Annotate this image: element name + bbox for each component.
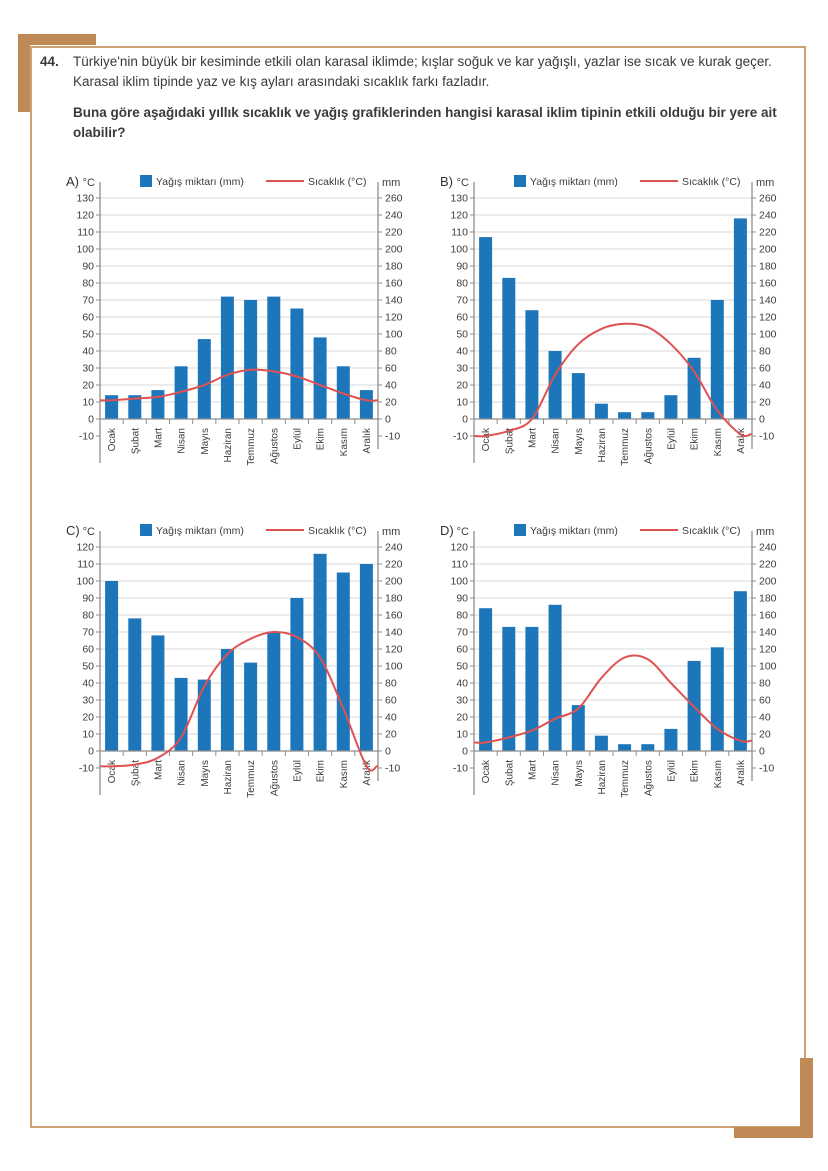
right-tick-label: 160	[759, 609, 777, 622]
left-tick-label: 120	[76, 541, 94, 554]
left-tick-label: 0	[88, 745, 94, 758]
precip-bar-aralık	[734, 591, 747, 751]
month-label: Ekim	[689, 760, 701, 783]
month-label: Aralık	[735, 760, 747, 786]
precip-bar-ekim	[688, 358, 701, 419]
left-tick-label: 40	[82, 345, 94, 358]
left-tick-label: 70	[82, 626, 94, 639]
frame-corner-top-left-vertical	[18, 34, 30, 112]
legend-precip-swatch	[140, 175, 152, 187]
right-tick-label: 220	[385, 558, 403, 571]
month-label: Ağustos	[269, 428, 281, 465]
option-label: A)	[66, 174, 79, 189]
right-tick-label: 60	[385, 694, 397, 707]
left-tick-label: 120	[450, 541, 468, 554]
month-label: Haziran	[222, 760, 234, 795]
right-tick-label: 140	[759, 294, 777, 307]
precip-bar-eylül	[290, 598, 303, 751]
month-label: Ocak	[107, 428, 119, 452]
right-tick-label: 240	[759, 541, 777, 554]
left-tick-label: 80	[82, 277, 94, 290]
precip-bar-ocak	[105, 395, 118, 419]
left-tick-label: -10	[452, 430, 468, 443]
right-tick-label: 220	[759, 226, 777, 239]
month-label: Nisan	[550, 760, 562, 786]
precip-bar-kasım	[337, 573, 350, 752]
left-tick-label: 20	[456, 379, 468, 392]
right-tick-label: 0	[385, 745, 391, 758]
month-label: Mayıs	[199, 760, 211, 787]
left-tick-label: -10	[78, 430, 94, 443]
precip-bar-ağustos	[641, 744, 654, 751]
left-tick-label: 100	[76, 243, 94, 256]
left-tick-label: 0	[88, 413, 94, 426]
legend-precip-label: Yağış miktarı (mm)	[530, 525, 618, 537]
right-tick-label: 120	[385, 311, 403, 324]
precip-bar-kasım	[711, 647, 724, 751]
left-tick-label: 110	[451, 558, 468, 571]
month-label: Şubat	[504, 428, 516, 455]
right-tick-label: 120	[759, 311, 777, 324]
right-tick-label: 180	[385, 260, 403, 273]
right-tick-label: 240	[759, 209, 777, 222]
right-tick-label: 160	[385, 277, 403, 290]
month-label: Kasım	[338, 428, 350, 457]
right-tick-label: 20	[759, 396, 771, 409]
precip-bar-eylül	[290, 309, 303, 420]
left-tick-label: 90	[456, 260, 468, 273]
precip-bar-haziran	[595, 736, 608, 751]
left-tick-label: 130	[450, 192, 468, 205]
month-label: Temmuz	[246, 760, 258, 798]
month-label: Ağustos	[643, 760, 655, 797]
precip-bar-ocak	[479, 608, 492, 751]
right-tick-label: 60	[759, 694, 771, 707]
option-label: B)	[440, 174, 453, 189]
left-tick-label: 110	[451, 226, 468, 239]
right-tick-label: 20	[759, 728, 771, 741]
left-tick-label: 110	[77, 226, 94, 239]
left-tick-label: 90	[82, 260, 94, 273]
month-label: Nisan	[176, 760, 188, 786]
right-tick-label: 40	[385, 711, 397, 724]
precip-bar-haziran	[221, 297, 234, 419]
precip-bar-temmuz	[618, 744, 631, 751]
right-tick-label: -10	[759, 762, 775, 775]
left-tick-label: 80	[456, 609, 468, 622]
question-text: Türkiye'nin büyük bir kesiminde etkili olan karasal iklimde; kışlar soğuk ve kar yağışlı, yazlar ise sıcak ve kurak geçer. Karasal iklim tipinde yaz ve kış ayları arasındaki sıcaklık farkı fazladır.	[73, 54, 772, 90]
left-tick-label: 40	[456, 345, 468, 358]
right-tick-label: 0	[759, 413, 765, 426]
month-label: Haziran	[596, 428, 608, 463]
left-tick-label: 90	[456, 592, 468, 605]
left-tick-label: 80	[456, 277, 468, 290]
left-axis-unit: °C	[456, 177, 469, 189]
right-tick-label: 0	[385, 413, 391, 426]
right-tick-label: 120	[385, 643, 403, 656]
right-tick-label: 60	[759, 362, 771, 375]
precip-bar-temmuz	[244, 663, 257, 751]
legend-precip-label: Yağış miktarı (mm)	[530, 176, 618, 188]
right-tick-label: 200	[759, 243, 777, 256]
month-label: Aralık	[361, 760, 373, 786]
month-label: Mart	[153, 428, 165, 448]
left-tick-label: 30	[456, 694, 468, 707]
climate-chart-d	[428, 519, 802, 827]
precip-bar-nisan	[175, 678, 188, 751]
right-tick-label: 200	[385, 243, 403, 256]
precip-bar-ağustos	[267, 297, 280, 419]
precip-bar-ağustos	[641, 412, 654, 419]
precip-bar-ağustos	[267, 632, 280, 751]
month-label: Mart	[527, 760, 539, 780]
left-tick-label: 20	[82, 379, 94, 392]
month-label: Ağustos	[269, 760, 281, 797]
right-tick-label: 220	[759, 558, 777, 571]
precip-bar-eylül	[664, 729, 677, 751]
month-label: Ocak	[481, 428, 493, 452]
precip-bar-haziran	[595, 404, 608, 419]
right-tick-label: 80	[759, 677, 771, 690]
right-tick-label: 240	[385, 209, 403, 222]
charts-grid	[54, 170, 802, 827]
left-tick-label: 70	[82, 294, 94, 307]
month-label: Mart	[153, 760, 165, 780]
right-axis-unit: mm	[382, 526, 401, 538]
right-tick-label: 40	[759, 379, 771, 392]
right-tick-label: 100	[759, 660, 777, 673]
right-tick-label: -10	[385, 762, 401, 775]
legend-temp-label: Sıcaklık (°C)	[308, 176, 367, 188]
right-tick-label: 20	[385, 396, 397, 409]
right-tick-label: 160	[759, 277, 777, 290]
month-label: Mart	[527, 428, 539, 448]
precip-bar-mayıs	[572, 373, 585, 419]
right-tick-label: 200	[759, 575, 777, 588]
month-label: Temmuz	[620, 760, 632, 798]
legend-precip-swatch	[140, 524, 152, 536]
month-label: Kasım	[712, 428, 724, 457]
legend-precip-label: Yağış miktarı (mm)	[156, 176, 244, 188]
precip-bar-şubat	[128, 618, 141, 751]
precip-bar-ocak	[105, 581, 118, 751]
precip-bar-kasım	[711, 300, 724, 419]
right-tick-label: 140	[385, 294, 403, 307]
month-label: Nisan	[176, 428, 188, 454]
left-tick-label: 100	[76, 575, 94, 588]
option-label: D)	[440, 523, 454, 538]
month-label: Ağustos	[643, 428, 655, 465]
precip-bar-aralık	[734, 218, 747, 419]
month-label: Aralık	[361, 428, 373, 454]
right-axis-unit: mm	[756, 177, 775, 189]
precip-bar-mart	[151, 635, 164, 751]
right-tick-label: 260	[385, 192, 403, 205]
precip-bar-eylül	[664, 395, 677, 419]
left-axis-unit: °C	[82, 177, 95, 189]
month-label: Şubat	[130, 760, 142, 787]
precip-bar-şubat	[502, 278, 515, 419]
left-tick-label: 110	[77, 558, 94, 571]
climograph-svg-d	[428, 519, 796, 822]
legend-temp-label: Sıcaklık (°C)	[682, 525, 741, 537]
right-tick-label: 240	[385, 541, 403, 554]
precip-bar-mart	[525, 310, 538, 419]
right-tick-label: 100	[759, 328, 777, 341]
month-label: Aralık	[735, 428, 747, 454]
right-tick-label: 220	[385, 226, 403, 239]
right-axis-unit: mm	[756, 526, 775, 538]
left-tick-label: -10	[452, 762, 468, 775]
left-tick-label: 100	[450, 243, 468, 256]
climograph-svg-b	[428, 170, 796, 490]
left-tick-label: 100	[450, 575, 468, 588]
left-tick-label: 60	[456, 311, 468, 324]
right-tick-label: 20	[385, 728, 397, 741]
right-tick-label: 140	[385, 626, 403, 639]
left-tick-label: 130	[76, 192, 94, 205]
precip-bar-aralık	[360, 564, 373, 751]
left-tick-label: 120	[450, 209, 468, 222]
left-tick-label: 90	[82, 592, 94, 605]
left-tick-label: 120	[76, 209, 94, 222]
right-tick-label: 100	[385, 660, 403, 673]
month-label: Temmuz	[246, 428, 258, 466]
right-tick-label: 80	[759, 345, 771, 358]
left-tick-label: 10	[456, 396, 468, 409]
question-number: 44.	[40, 54, 59, 69]
left-tick-label: 80	[82, 609, 94, 622]
legend-temp-label: Sıcaklık (°C)	[682, 176, 741, 188]
month-label: Eylül	[666, 760, 678, 782]
right-tick-label: 180	[759, 592, 777, 605]
month-label: Mayıs	[573, 428, 585, 455]
right-tick-label: 100	[385, 328, 403, 341]
right-axis-unit: mm	[382, 177, 401, 189]
precip-bar-ocak	[479, 237, 492, 419]
month-label: Kasım	[712, 760, 724, 789]
left-tick-label: 10	[82, 396, 94, 409]
option-label: C)	[66, 523, 80, 538]
left-tick-label: 30	[82, 694, 94, 707]
left-tick-label: 70	[456, 294, 468, 307]
month-label: Eylül	[292, 428, 304, 450]
temperature-curve	[101, 632, 377, 771]
left-tick-label: 40	[456, 677, 468, 690]
left-tick-label: 50	[82, 660, 94, 673]
left-tick-label: 40	[82, 677, 94, 690]
climate-chart-c	[54, 519, 428, 827]
left-tick-label: 30	[82, 362, 94, 375]
left-tick-label: 60	[82, 311, 94, 324]
month-label: Ocak	[107, 760, 119, 784]
temperature-curve	[475, 656, 751, 743]
right-tick-label: 0	[759, 745, 765, 758]
left-tick-label: 50	[456, 660, 468, 673]
left-tick-label: 20	[456, 711, 468, 724]
right-tick-label: 60	[385, 362, 397, 375]
right-tick-label: 180	[385, 592, 403, 605]
right-tick-label: -10	[385, 430, 401, 443]
question-block	[40, 52, 798, 143]
left-tick-label: 10	[456, 728, 468, 741]
month-label: Şubat	[130, 428, 142, 455]
left-tick-label: 20	[82, 711, 94, 724]
climate-chart-a	[54, 170, 428, 495]
month-label: Eylül	[666, 428, 678, 450]
legend-precip-label: Yağış miktarı (mm)	[156, 525, 244, 537]
left-tick-label: 50	[82, 328, 94, 341]
left-tick-label: 70	[456, 626, 468, 639]
right-tick-label: 80	[385, 677, 397, 690]
legend-temp-label: Sıcaklık (°C)	[308, 525, 367, 537]
month-label: Ekim	[315, 428, 327, 451]
month-label: Şubat	[504, 760, 516, 787]
left-tick-label: 60	[456, 643, 468, 656]
frame-corner-bottom-right-horizontal	[734, 1127, 813, 1138]
left-axis-unit: °C	[82, 526, 95, 538]
right-tick-label: 260	[759, 192, 777, 205]
month-label: Mayıs	[199, 428, 211, 455]
right-tick-label: 40	[385, 379, 397, 392]
precip-bar-mart	[151, 390, 164, 419]
left-tick-label: -10	[78, 762, 94, 775]
left-axis-unit: °C	[456, 526, 469, 538]
left-tick-label: 0	[462, 745, 468, 758]
precip-bar-mayıs	[198, 339, 211, 419]
climograph-svg-a	[54, 170, 422, 490]
precip-bar-şubat	[502, 627, 515, 751]
legend-precip-swatch	[514, 524, 526, 536]
right-tick-label: -10	[759, 430, 775, 443]
right-tick-label: 80	[385, 345, 397, 358]
month-label: Eylül	[292, 760, 304, 782]
climate-chart-b	[428, 170, 802, 495]
right-tick-label: 180	[759, 260, 777, 273]
left-tick-label: 60	[82, 643, 94, 656]
month-label: Temmuz	[620, 428, 632, 466]
month-label: Ekim	[689, 428, 701, 451]
month-label: Haziran	[596, 760, 608, 795]
right-tick-label: 160	[385, 609, 403, 622]
left-tick-label: 30	[456, 362, 468, 375]
left-tick-label: 0	[462, 413, 468, 426]
left-tick-label: 10	[82, 728, 94, 741]
precip-bar-mayıs	[198, 680, 211, 751]
right-tick-label: 140	[759, 626, 777, 639]
precip-bar-temmuz	[244, 300, 257, 419]
month-label: Mayıs	[573, 760, 585, 787]
right-tick-label: 40	[759, 711, 771, 724]
month-label: Haziran	[222, 428, 234, 463]
precip-bar-haziran	[221, 649, 234, 751]
legend-precip-swatch	[514, 175, 526, 187]
right-tick-label: 120	[759, 643, 777, 656]
month-label: Ekim	[315, 760, 327, 783]
precip-bar-ekim	[314, 337, 327, 419]
month-label: Ocak	[481, 760, 493, 784]
frame-corner-bottom-right-vertical	[800, 1058, 813, 1138]
month-label: Nisan	[550, 428, 562, 454]
question-prompt: Buna göre aşağıdaki yıllık sıcaklık ve yağış grafiklerinden hangisi karasal iklim tipinin etkili olduğu bir yere ait olabilir?	[73, 104, 777, 140]
right-tick-label: 200	[385, 575, 403, 588]
climograph-svg-c	[54, 519, 422, 822]
precip-bar-nisan	[549, 605, 562, 751]
left-tick-label: 50	[456, 328, 468, 341]
precip-bar-temmuz	[618, 412, 631, 419]
precip-bar-aralık	[360, 390, 373, 419]
month-label: Kasım	[338, 760, 350, 789]
